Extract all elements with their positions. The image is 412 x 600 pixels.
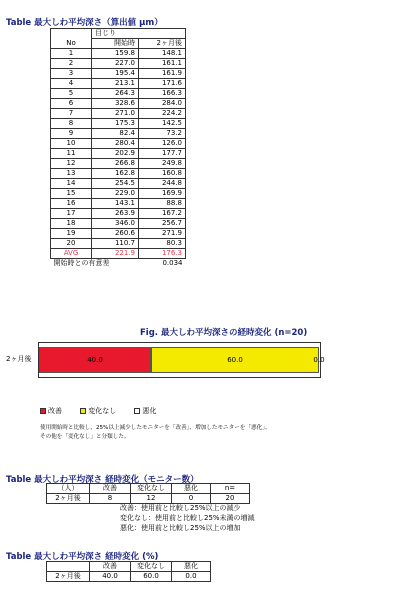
- table-row: [51, 109, 186, 119]
- table-row: [51, 89, 186, 99]
- row-start: 266.8: [92, 159, 139, 169]
- legend-item-worsened: 悪化: [134, 407, 156, 415]
- avg-avg_m2: 176.3: [139, 249, 186, 259]
- bar-label-worsened: 0.0: [313, 356, 325, 364]
- row-start: 175.3: [92, 119, 139, 129]
- t3-r2: 60.0: [131, 572, 172, 582]
- avg-avg_label: AVG: [51, 249, 92, 259]
- t2-r0: 2ヶ月後: [47, 494, 90, 504]
- def-improved: 改善：使用前と比較し25%以上の減少: [120, 504, 241, 512]
- table-row: [51, 69, 186, 79]
- row-no: 20: [51, 239, 92, 249]
- row-start: 159.8: [92, 49, 139, 59]
- classification-definitions: [120, 503, 255, 533]
- t3-r3: 0.0: [172, 572, 211, 582]
- table-row: [51, 79, 186, 89]
- legend-item-improved: 改善: [40, 407, 64, 415]
- t3-r1: 40.0: [90, 572, 131, 582]
- note-line-2: その他を「変化なし」と分類した。: [40, 434, 130, 440]
- table-row: [51, 139, 186, 149]
- chart-category-label: 2ヶ月後: [6, 355, 32, 363]
- legend-swatch-unchanged: [80, 408, 86, 414]
- row-start: 260.6: [92, 229, 139, 239]
- col-start-header: 開始時: [92, 39, 139, 49]
- row-start: 271.0: [92, 109, 139, 119]
- avg-row: [51, 249, 186, 259]
- row-2m: 148.1: [139, 49, 186, 59]
- row-no: 11: [51, 149, 92, 159]
- t2-r4: 20: [211, 494, 250, 504]
- row-2m: 126.0: [139, 139, 186, 149]
- row-start: 82.4: [92, 129, 139, 139]
- row-2m: 244.8: [139, 179, 186, 189]
- wrinkle-depth-table: [50, 28, 186, 268]
- table-row: [51, 129, 186, 139]
- t2-h0: （人）: [47, 484, 90, 494]
- def-unchanged: 変化なし：使用前と比較し25%未満の増減: [120, 514, 255, 522]
- row-2m: 271.9: [139, 229, 186, 239]
- def-worsened: 悪化：使用前と比較し25%以上の増加: [120, 524, 241, 532]
- row-no: 10: [51, 139, 92, 149]
- row-start: 162.8: [92, 169, 139, 179]
- row-start: 280.4: [92, 139, 139, 149]
- table2-title: Table 最大しわ平均深さ 経時変化（モニター数）: [6, 475, 199, 485]
- row-2m: 167.2: [139, 209, 186, 219]
- row-start: 229.0: [92, 189, 139, 199]
- table-row: [51, 229, 186, 239]
- row-2m: 73.2: [139, 129, 186, 139]
- row-start: 227.0: [92, 59, 139, 69]
- t3-r0: 2ヶ月後: [47, 572, 90, 582]
- row-2m: 224.2: [139, 109, 186, 119]
- bar-label-unchanged: 60.0: [227, 356, 243, 364]
- t2-h2: 変化なし: [131, 484, 172, 494]
- row-start: 264.3: [92, 89, 139, 99]
- note-line-1: 使用開始時と比較し、25%以上減少したモニターを「改善」、増加したモニターを「悪化」、: [40, 425, 271, 431]
- row-start: 143.1: [92, 199, 139, 209]
- row-no: 9: [51, 129, 92, 139]
- row-2m: 171.6: [139, 79, 186, 89]
- table-row: [51, 169, 186, 179]
- t2-h3: 悪化: [172, 484, 211, 494]
- row-no: 8: [51, 119, 92, 129]
- legend-item-unchanged: 変化なし: [80, 407, 118, 415]
- t3-h3: 悪化: [172, 562, 211, 572]
- significance-label: 開始時との有意差: [53, 259, 110, 267]
- row-start: 110.7: [92, 239, 139, 249]
- bar-segment-unchanged: [151, 347, 319, 373]
- table-row: [51, 239, 186, 249]
- row-no: 13: [51, 169, 92, 179]
- row-no: 1: [51, 49, 92, 59]
- table-row: [51, 179, 186, 189]
- row-start: 195.4: [92, 69, 139, 79]
- bar-label-improved: 40.0: [87, 356, 103, 364]
- table-row: [51, 189, 186, 199]
- monitor-count-table: [46, 483, 250, 504]
- chart-legend: [40, 406, 156, 416]
- row-2m: 249.8: [139, 159, 186, 169]
- t2-h1: 改善: [90, 484, 131, 494]
- t3-h2: 変化なし: [131, 562, 172, 572]
- row-2m: 166.3: [139, 89, 186, 99]
- row-no: 12: [51, 159, 92, 169]
- table-row: [51, 99, 186, 109]
- row-2m: 142.5: [139, 119, 186, 129]
- row-no: 3: [51, 69, 92, 79]
- table-row: [51, 149, 186, 159]
- table1-title: Table 最大しわ平均深さ（算出値 μm）: [6, 18, 163, 28]
- row-start: 263.9: [92, 209, 139, 219]
- row-no: 15: [51, 189, 92, 199]
- legend-swatch-worsened: [134, 408, 140, 414]
- table-row: [51, 199, 186, 209]
- row-start: 213.1: [92, 79, 139, 89]
- t3-h1: 改善: [90, 562, 131, 572]
- row-no: 7: [51, 109, 92, 119]
- row-no: 17: [51, 209, 92, 219]
- classification-note: [40, 424, 271, 442]
- t3-h0: [47, 562, 90, 572]
- col-2m-header: 2ヶ月後: [139, 39, 186, 49]
- row-start: 254.5: [92, 179, 139, 189]
- t2-r1: 8: [90, 494, 131, 504]
- table3-title: Table 最大しわ平均深さ 経時変化 (%): [6, 552, 159, 562]
- row-2m: 177.7: [139, 149, 186, 159]
- row-2m: 284.0: [139, 99, 186, 109]
- table-row: [51, 59, 186, 69]
- significance-value: 0.034: [162, 259, 183, 267]
- significance-row: [51, 259, 186, 269]
- percentage-table: [46, 561, 211, 582]
- col-no-header: No: [51, 39, 92, 49]
- row-no: 14: [51, 179, 92, 189]
- row-no: 19: [51, 229, 92, 239]
- avg-avg_start: 221.9: [92, 249, 139, 259]
- t2-r2: 12: [131, 494, 172, 504]
- figure-title: Fig. 最大しわ平均深さの経時変化 (n=20): [140, 328, 308, 338]
- legend-swatch-improved: [40, 408, 46, 414]
- row-no: 2: [51, 59, 92, 69]
- table-row: [51, 119, 186, 129]
- table-row: [51, 209, 186, 219]
- row-no: 5: [51, 89, 92, 99]
- table-row: [51, 219, 186, 229]
- col-group-header: 目じり: [92, 29, 186, 39]
- row-2m: 88.8: [139, 199, 186, 209]
- row-start: 328.6: [92, 99, 139, 109]
- table-row: [51, 49, 186, 59]
- table-row: [51, 159, 186, 169]
- row-2m: 161.1: [139, 59, 186, 69]
- row-2m: 161.9: [139, 69, 186, 79]
- t2-r3: 0: [172, 494, 211, 504]
- row-2m: 80.3: [139, 239, 186, 249]
- row-start: 202.9: [92, 149, 139, 159]
- row-2m: 160.8: [139, 169, 186, 179]
- bar-segment-improved: [39, 347, 151, 373]
- t2-h4: n=: [211, 484, 250, 494]
- row-no: 18: [51, 219, 92, 229]
- stacked-bar-chart: [38, 342, 325, 378]
- row-2m: 256.7: [139, 219, 186, 229]
- row-no: 6: [51, 99, 92, 109]
- row-no: 4: [51, 79, 92, 89]
- col-no-top: [51, 29, 92, 39]
- row-no: 16: [51, 199, 92, 209]
- row-2m: 169.9: [139, 189, 186, 199]
- row-start: 346.0: [92, 219, 139, 229]
